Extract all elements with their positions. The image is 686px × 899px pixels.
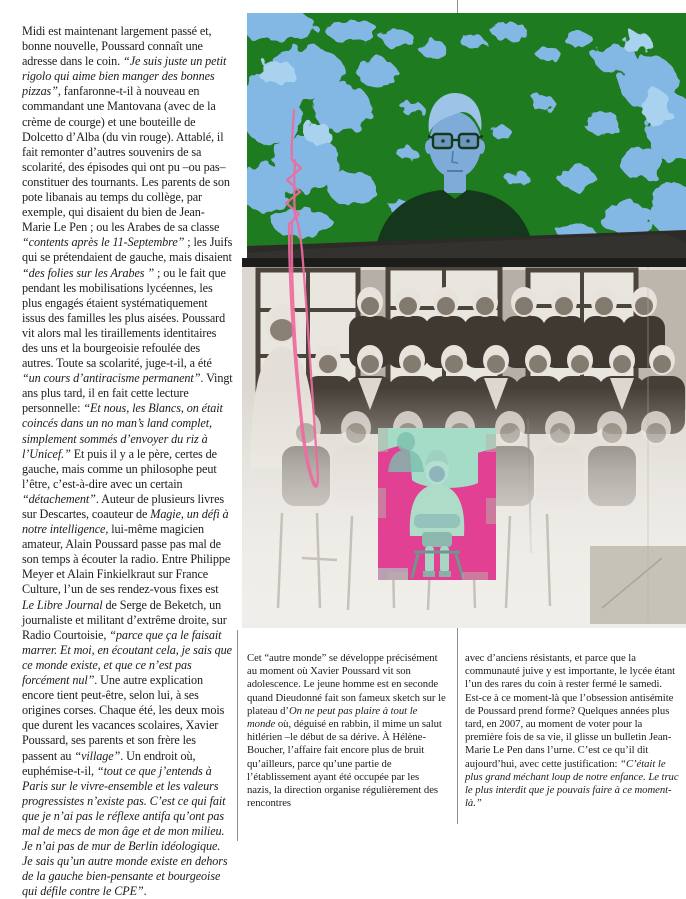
inset-art — [378, 428, 496, 580]
portrait-photo — [247, 13, 686, 258]
photo-top-strip — [242, 258, 686, 267]
article-text-column-3: avec d’anciens résistants, et parce que la communauté juive y est importante, le lycée étant l’un des rares du coin à rester fermé le samedi. Est-ce à ce moment-là que l’obsession antisémite de Poussard prend forme? Quelques années plus tard, en 2007, au moment de voter pour la première fois de sa vie, il glisse un bulletin Jean-Marie Le Pen dans l’urne. C’est ce qu’il dit aujourd’hui, avec cette justification: “C’était le plus grand méchant loup de notre enfance. Le truc le plus interdit que je pouvais faire à ce moment-là.” — [465, 652, 679, 810]
slate-board — [590, 546, 686, 624]
column-divider-bottom-left — [237, 630, 238, 841]
article-text-column-1: Midi est maintenant largement passé et, bonne nouvelle, Poussard connaît une adresse dans le coin. “Je suis juste un petit rigolo qui aime bien manger des bonnes pizzas”, fanfaronne-t-il à nouveau en commandant une Mantovana (avec de la crème de courge) et une bouteille de Dolcetto d’Alba (du vin rouge). Attablé, il fait remonter d’autres souvenirs de sa scolarité, des épisodes qui ont pu –ou pas– constituer des tournants. Les parents de son pote libanais au temps du collège, par exemple, qui disaient du bien de Jean-Marie Le Pen ; ou les Arabes de sa classe “contents après le 11-Septembre” ; les Juifs qui se prétendaient de gauche, mais disaient “des folies sur les Arabes ” ; ou le fait que pendant les mobilisations lycéennes, les plus engagés étaient systématiquement issus des familles les plus aisées. Poussard vit alors mal les tiraillements identitaires des uns et la bourgeoisie refoulée des autres. Toute sa scolarité, juge-t-il, a été “un cours d’antiracisme permanent”. Vingt ans plus tard, il en fait cette lecture personnelle: “Et nous, les Blancs, on était coincés dans un no man’s land complet, simplement sommés d’envoyer du riz à l’Unicef.” Et puis il y a le père, certes de gauche, mais comme un philosophe peut l’être, c’est-à-dire avec un certain “détachement”. Auteur de plusieurs livres sur Descartes, coauteur de Magie, un défi à notre intelligence, lui-même magicien amateur, Alain Poussard passe pas mal de son temps à écouter la radio. Entre Philippe Meyer et Alain Finkielkraut sur France Culture, l’un de ses rendez-vous fixes est Le Libre Journal de Serge de Beketch, un journaliste et militant d’extrême droite, sur Radio Courtoisie, “parce que ça le faisait marrer. Et moi, en écoutant cela, je sais que ce monde existe, et que ce n’est pas forcément nul”. Une autre explication encore tient peut-être, selon lui, à ses origines corses. Chaque été, les deux mois que durent les vacances scolaires, Xavier Poussard, ses parents et son frère les passent au “village”. Un endroit où, euphémise-t-il, “tout ce que j’entends à Paris sur le vivre-ensemble et les valeurs progressistes n’existe pas. C’est ce qui fait que je n’ai pas le réflexe antifa qu’ont pas mal de mecs de mon âge et de mon milieu. Je n’ai pas de mur de Berlin idéologique. Je sais qu’un autre monde existe en dehors de la gauche bien-pensante et bourgeoise qui défile contre le CPE”. — [22, 24, 233, 899]
column-divider-bottom-right — [457, 628, 458, 824]
inset-child-photo — [378, 428, 496, 580]
article-text-column-2: Cet “autre monde” se développe précisément au moment où Xavier Poussard vit son adolescence. Le jeune homme est en seconde quand Dieudonné fait son fameux sketch sur le plateau d’On ne peut pas plaire à tout le monde où, déguisé en rabbin, il mime un salut hitlérien –le début de sa dérive. À Hélène-Boucher, l’affaire fait encore plus de bruit qu’ailleurs, parce qu’une partie de l’établissement ayant été occupée par les nazis, la direction organise régulièrement des rencontres — [247, 652, 446, 810]
column-divider-top — [457, 0, 458, 13]
portrait-photo-art — [247, 13, 686, 258]
